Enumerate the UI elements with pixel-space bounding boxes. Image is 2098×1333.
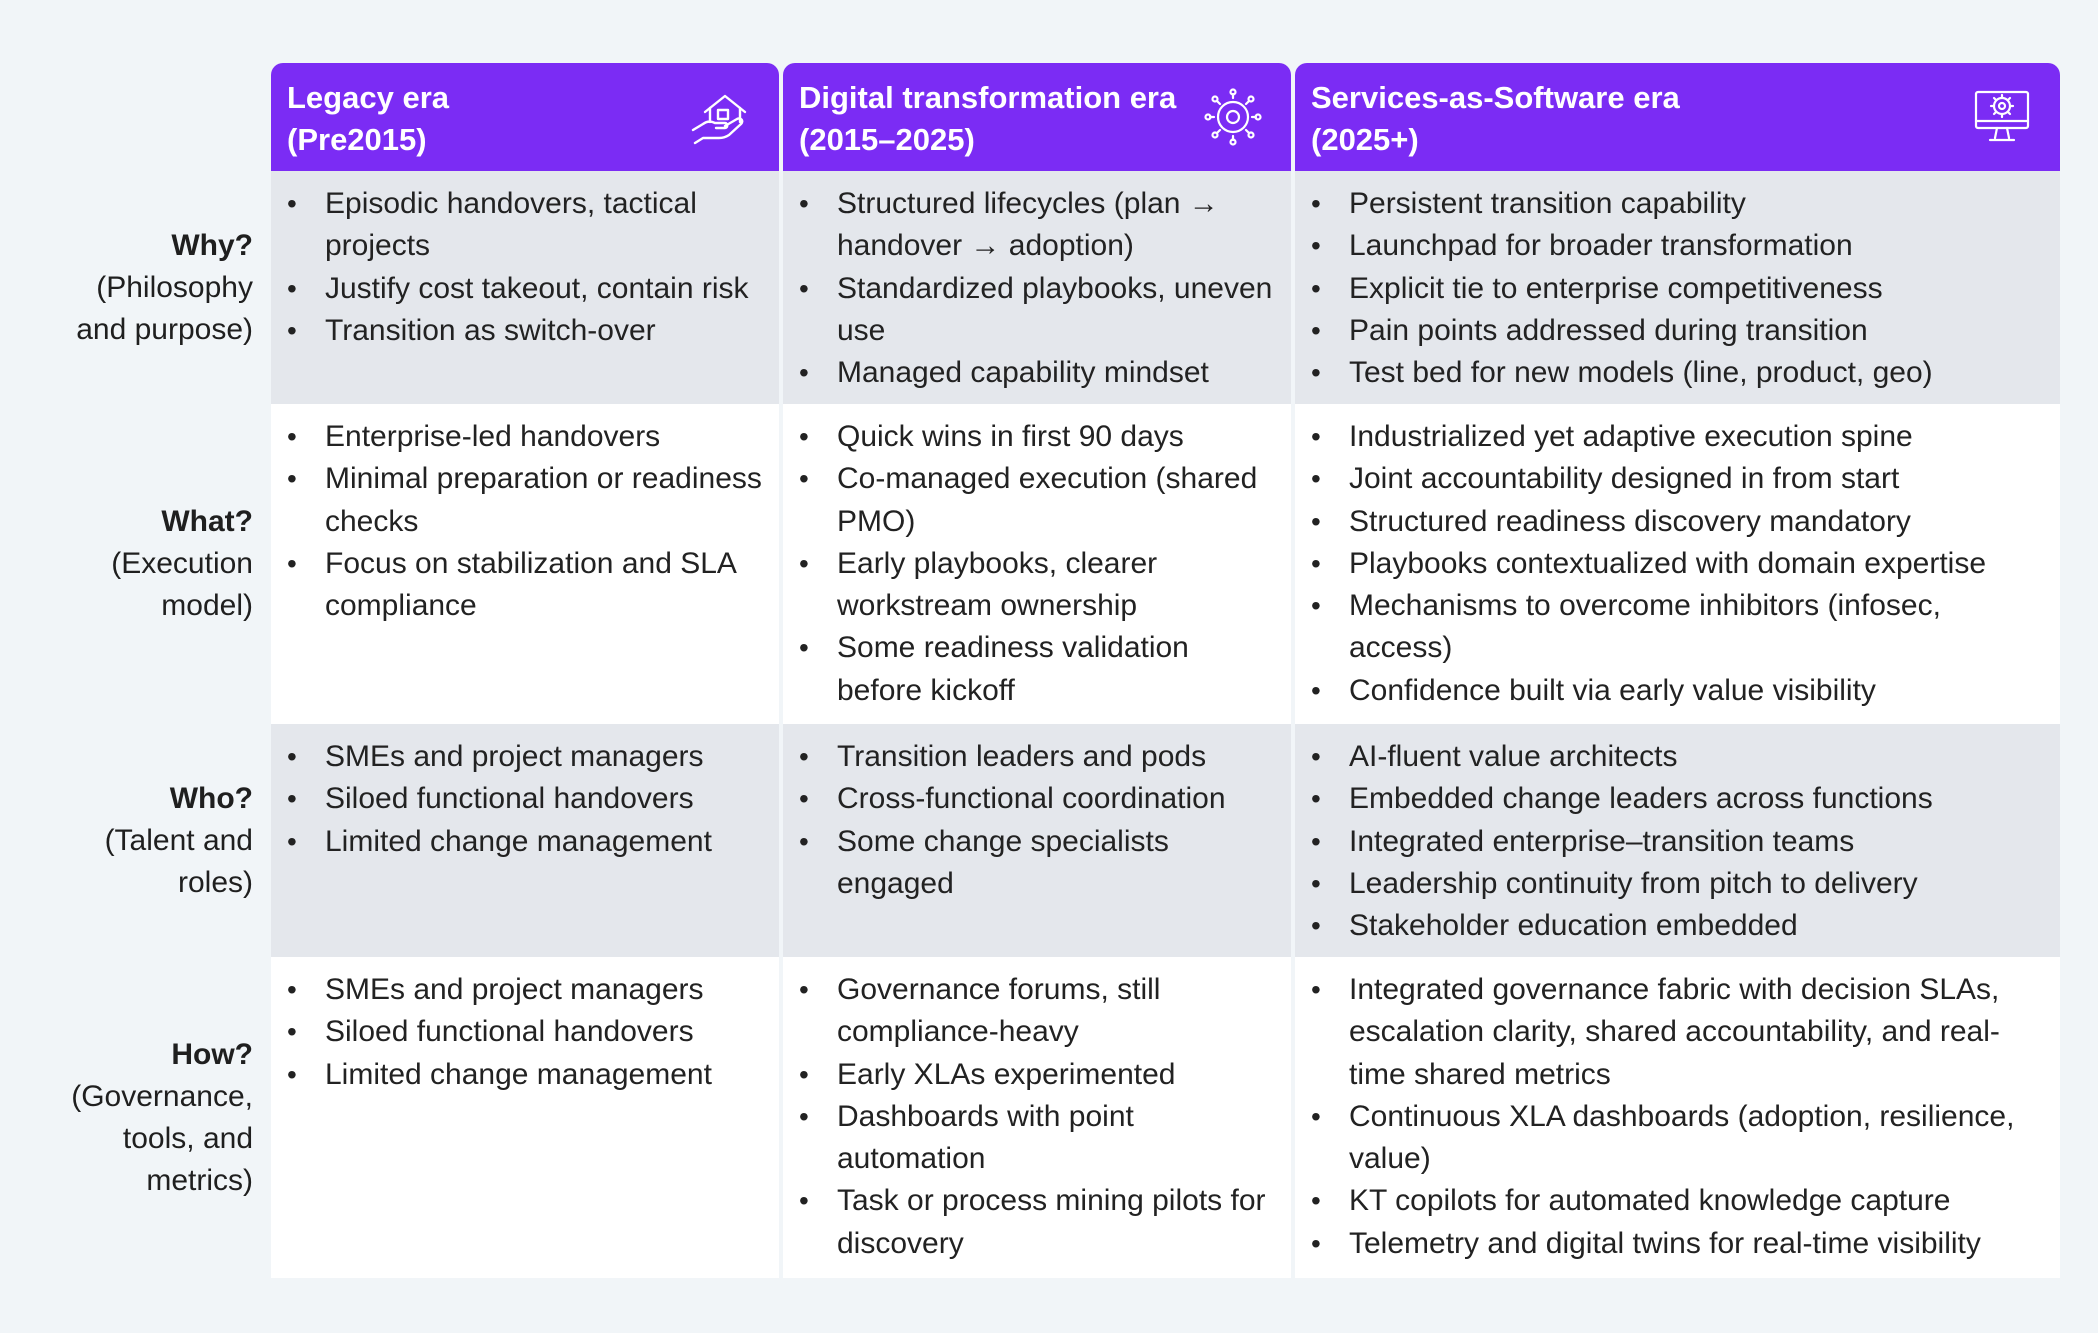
list-item: • Enterprise-led handovers — [285, 416, 765, 458]
row-label-why — [0, 171, 267, 404]
list-item: • Siloed functional handovers — [285, 778, 765, 820]
list-item: • Some change specialists engaged — [797, 821, 1277, 906]
list-item: • Confidence built via early value visibility — [1309, 670, 2046, 712]
column-header-title: Services-as-Software era (2025+) — [1311, 80, 1680, 157]
monitor-gear-icon — [1972, 88, 2032, 146]
list-item: • Explicit tie to enterprise competitiveness — [1309, 268, 2046, 310]
row-label-who — [0, 724, 267, 957]
table-corner — [0, 63, 267, 171]
list-item: • Some readiness validation before kickoff — [797, 627, 1277, 712]
row-label-how — [0, 957, 267, 1278]
row-label-what — [0, 404, 267, 724]
cell-how-legacy — [271, 957, 779, 1278]
list-item: • Transition as switch-over — [285, 310, 765, 352]
list-item: • Stakeholder education embedded — [1309, 905, 2046, 947]
column-header-legacy — [271, 63, 779, 171]
cell-how-digital — [783, 957, 1291, 1278]
list-item: • Episodic handovers, tactical projects — [285, 183, 765, 268]
list-item: • Playbooks contextualized with domain expertise — [1309, 543, 2046, 585]
era-comparison-table — [0, 63, 2060, 1278]
list-item: • Standardized playbooks, uneven use — [797, 268, 1277, 353]
list-item: • Task or process mining pilots for discovery — [797, 1180, 1277, 1265]
hand-house-icon — [691, 88, 751, 146]
list-item: • Embedded change leaders across functions — [1309, 778, 2046, 820]
list-item: • Siloed functional handovers — [285, 1011, 765, 1053]
gear-network-icon — [1203, 88, 1263, 146]
list-item: • Focus on stabilization and SLA compliance — [285, 543, 765, 628]
cell-what-services — [1295, 404, 2060, 724]
list-item: • Structured lifecycles (plan → handover → adoption) — [797, 183, 1277, 268]
list-item: • SMEs and project managers — [285, 969, 765, 1011]
list-item: • Integrated governance fabric with decision SLAs, escalation clarity, shared accountability, and real-time shared metrics — [1309, 969, 2046, 1096]
list-item: • Structured readiness discovery mandatory — [1309, 501, 2046, 543]
list-item: • Pain points addressed during transition — [1309, 310, 2046, 352]
column-header-services — [1295, 63, 2060, 171]
list-item: • SMEs and project managers — [285, 736, 765, 778]
list-item: • Persistent transition capability — [1309, 183, 2046, 225]
list-item: • Minimal preparation or readiness checks — [285, 458, 765, 543]
list-item: • Integrated enterprise–transition teams — [1309, 821, 2046, 863]
column-header-digital — [783, 63, 1291, 171]
list-item: • Joint accountability designed in from start — [1309, 458, 2046, 500]
list-item: • Launchpad for broader transformation — [1309, 225, 2046, 267]
cell-how-services — [1295, 957, 2060, 1278]
list-item: • KT copilots for automated knowledge capture — [1309, 1180, 2046, 1222]
list-item: • Limited change management — [285, 1054, 765, 1096]
list-item: • Limited change management — [285, 821, 765, 863]
cell-who-legacy — [271, 724, 779, 957]
list-item: • AI-fluent value architects — [1309, 736, 2046, 778]
list-item: • Telemetry and digital twins for real-time visibility — [1309, 1223, 2046, 1265]
list-item: • Justify cost takeout, contain risk — [285, 268, 765, 310]
row-subtitle: (Execution model) — [111, 547, 253, 622]
list-item: • Managed capability mindset — [797, 352, 1277, 394]
list-item: • Cross-functional coordination — [797, 778, 1277, 820]
row-question: How? — [171, 1037, 253, 1071]
list-item: • Quick wins in first 90 days — [797, 416, 1277, 458]
list-item: • Continuous XLA dashboards (adoption, resilience, value) — [1309, 1096, 2046, 1181]
row-question: What? — [161, 505, 253, 538]
list-item: • Governance forums, still compliance-heavy — [797, 969, 1277, 1054]
cell-why-services — [1295, 171, 2060, 404]
cell-who-services — [1295, 724, 2060, 957]
list-item: • Industrialized yet adaptive execution spine — [1309, 416, 2046, 458]
column-header-title: Legacy era (Pre2015) — [287, 80, 449, 157]
list-item: • Test bed for new models (line, product, geo) — [1309, 352, 2046, 394]
list-item: • Leadership continuity from pitch to delivery — [1309, 863, 2046, 905]
list-item: • Early XLAs experimented — [797, 1054, 1277, 1096]
row-subtitle: (Talent and roles) — [104, 823, 253, 899]
row-question: Who? — [169, 781, 253, 815]
list-item: • Transition leaders and pods — [797, 736, 1277, 778]
list-item: • Early playbooks, clearer workstream ownership — [797, 543, 1277, 628]
cell-why-digital — [783, 171, 1291, 404]
list-item: • Mechanisms to overcome inhibitors (infosec, access) — [1309, 585, 2046, 670]
cell-why-legacy — [271, 171, 779, 404]
row-subtitle: (Governance, tools, and metrics) — [71, 1079, 253, 1197]
row-subtitle: (Philosophy and purpose) — [76, 270, 253, 346]
column-header-title: Digital transformation era (2015–2025) — [799, 80, 1177, 157]
cell-what-digital — [783, 404, 1291, 724]
cell-who-digital — [783, 724, 1291, 957]
list-item: • Dashboards with point automation — [797, 1096, 1277, 1181]
cell-what-legacy — [271, 404, 779, 724]
list-item: • Co-managed execution (shared PMO) — [797, 458, 1277, 543]
row-question: Why? — [171, 228, 253, 262]
